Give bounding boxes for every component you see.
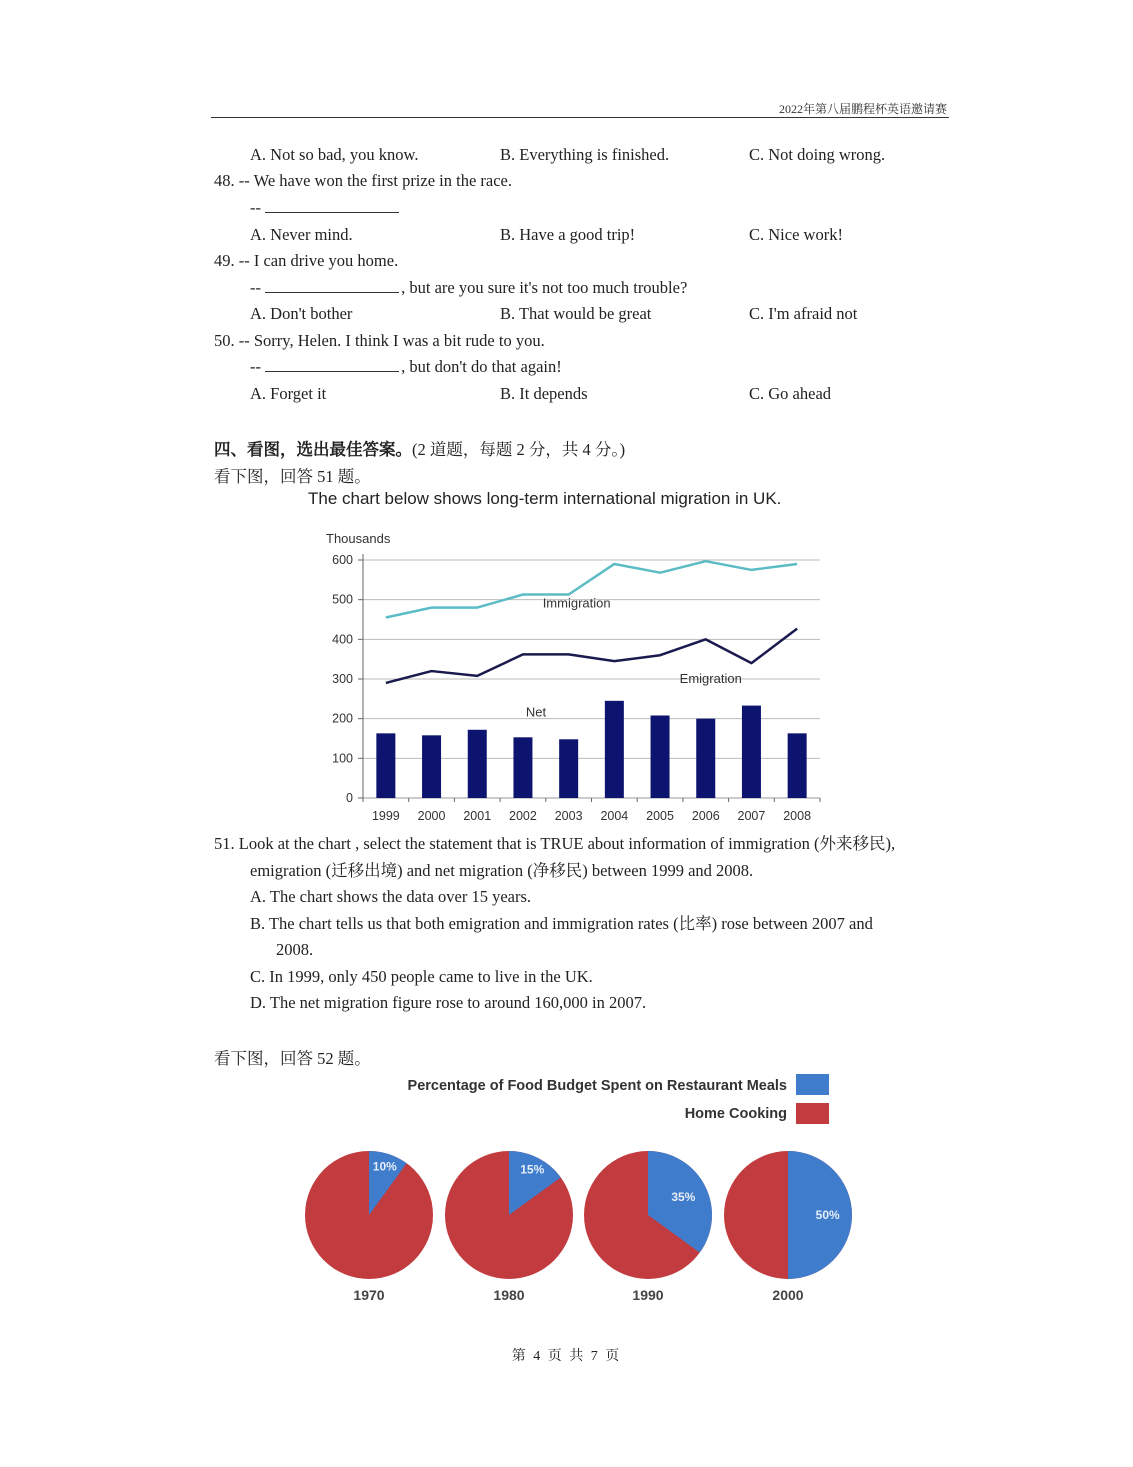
x-tick-label: 1999 <box>371 809 400 823</box>
q51-stem-line2: emigration (迁移出境) and net migration (净移民) between 1999 and 2008. <box>250 861 754 880</box>
y-tick-label: 100 <box>332 751 353 766</box>
q47-option-b: B. Everything is finished. <box>500 145 670 164</box>
reply-prefix: -- <box>250 357 261 376</box>
legend-home-label: Home Cooking <box>684 1106 787 1122</box>
q51-stem-line1: 51. Look at the chart , select the statement that is TRUE about information of immigration (外来移民), <box>214 834 896 853</box>
y-tick-label: 600 <box>332 553 353 567</box>
y-tick-label: 500 <box>332 592 353 607</box>
pie-label-1970: 10% <box>372 1159 397 1174</box>
q49-option-b: B. That would be great <box>500 304 652 323</box>
q48-option-a: A. Never mind. <box>250 225 353 244</box>
net-bar <box>422 735 441 798</box>
q50-stem: 50. -- Sorry, Helen. I think I was a bit rude to you. <box>214 331 545 350</box>
answer-blank <box>265 278 399 293</box>
answer-blank <box>265 357 399 372</box>
legend-home-swatch <box>796 1103 829 1124</box>
reply-suffix: , but are you sure it's not too much trouble? <box>401 278 688 297</box>
x-tick-label: 2000 <box>417 809 446 823</box>
net-bar <box>742 706 761 798</box>
x-tick-label: 2006 <box>691 809 720 823</box>
q48-option-c: C. Nice work! <box>749 225 843 244</box>
q50-option-b: B. It depends <box>500 384 588 403</box>
q50-reply <box>250 357 562 377</box>
q52-intro: 看下图，回答 52 题。 <box>214 1049 371 1068</box>
section4-heading <box>214 436 625 460</box>
net-bar <box>559 739 578 798</box>
q50-option-a: A. Forget it <box>250 384 327 403</box>
immigration-series-label: Immigration <box>542 595 611 611</box>
net-bar <box>696 719 715 798</box>
y-axis-label: Thousands <box>326 531 391 546</box>
page-header: 2022年第八届鹏程杯英语邀请赛 <box>778 102 947 116</box>
q48-option-b: B. Have a good trip! <box>500 225 636 244</box>
page-footer: 第 4 页 共 7 页 <box>511 1349 622 1364</box>
q49-reply <box>250 278 687 298</box>
migration-chart <box>300 520 840 835</box>
q51-option-a: A. The chart shows the data over 15 years. <box>250 887 532 906</box>
net-series-label: Net <box>525 704 547 720</box>
reply-prefix: -- <box>250 198 261 217</box>
reply-suffix: , but don't do that again! <box>401 357 562 376</box>
pie-year-1980: 1980 <box>493 1287 525 1303</box>
section4-note: (2 道题，每题 2 分，共 4 分。) <box>412 440 626 459</box>
x-tick-label: 2002 <box>509 809 537 823</box>
x-tick-label: 2004 <box>600 809 629 823</box>
x-tick-label: 2003 <box>554 809 583 823</box>
q51-option-c: C. In 1999, only 450 people came to live in the UK. <box>250 967 593 986</box>
section4-title: 四、看图，选出最佳答案。 <box>214 440 412 459</box>
pie-label-1980: 15% <box>520 1162 545 1177</box>
net-bar <box>651 715 670 798</box>
x-tick-label: 2007 <box>737 809 766 823</box>
header-rule <box>211 117 949 118</box>
y-tick-label: 0 <box>346 791 353 805</box>
x-tick-label: 2001 <box>463 809 492 823</box>
net-bar <box>376 733 395 798</box>
reply-prefix: -- <box>250 278 261 297</box>
x-tick-label: 2005 <box>646 809 674 823</box>
migration-chart-title: The chart below shows long-term international migration in UK. <box>308 489 782 508</box>
q51-intro: 看下图，回答 51 题。 <box>214 467 371 486</box>
legend-restaurant-swatch <box>796 1074 829 1095</box>
pie-label-1990: 35% <box>671 1189 696 1204</box>
net-bar <box>513 737 532 798</box>
legend-restaurant-label: Percentage of Food Budget Spent on Restaurant Meals <box>407 1078 787 1094</box>
pie-label-2000: 50% <box>815 1208 840 1222</box>
net-bar <box>788 733 807 798</box>
answer-blank <box>265 198 399 213</box>
q47-option-a: A. Not so bad, you know. <box>250 145 419 164</box>
q48-reply <box>250 198 401 218</box>
q49-stem: 49. -- I can drive you home. <box>214 251 399 270</box>
net-bar <box>468 730 487 798</box>
x-tick-label: 2008 <box>783 809 812 823</box>
pie-year-1990: 1990 <box>632 1287 664 1303</box>
y-tick-label: 200 <box>332 711 353 726</box>
q49-option-a: A. Don't bother <box>250 304 353 323</box>
net-bar <box>605 701 624 798</box>
pie-year-2000: 2000 <box>772 1287 804 1303</box>
pie-year-1970: 1970 <box>353 1287 385 1303</box>
emigration-series-label: Emigration <box>679 671 742 686</box>
q49-option-c: C. I'm afraid not <box>749 304 858 323</box>
q51-option-b-cont: 2008. <box>276 940 314 959</box>
q51-option-b: B. The chart tells us that both emigration and immigration rates (比率) rose between 2007 and <box>250 914 873 933</box>
y-tick-label: 400 <box>332 632 353 647</box>
q48-stem: 48. -- We have won the first prize in the race. <box>214 171 512 190</box>
q51-option-d: D. The net migration figure rose to around 160,000 in 2007. <box>250 993 647 1012</box>
q50-option-c: C. Go ahead <box>749 384 832 403</box>
q47-option-c: C. Not doing wrong. <box>749 145 886 164</box>
food-budget-chart <box>290 1068 870 1313</box>
y-tick-label: 300 <box>332 672 353 686</box>
